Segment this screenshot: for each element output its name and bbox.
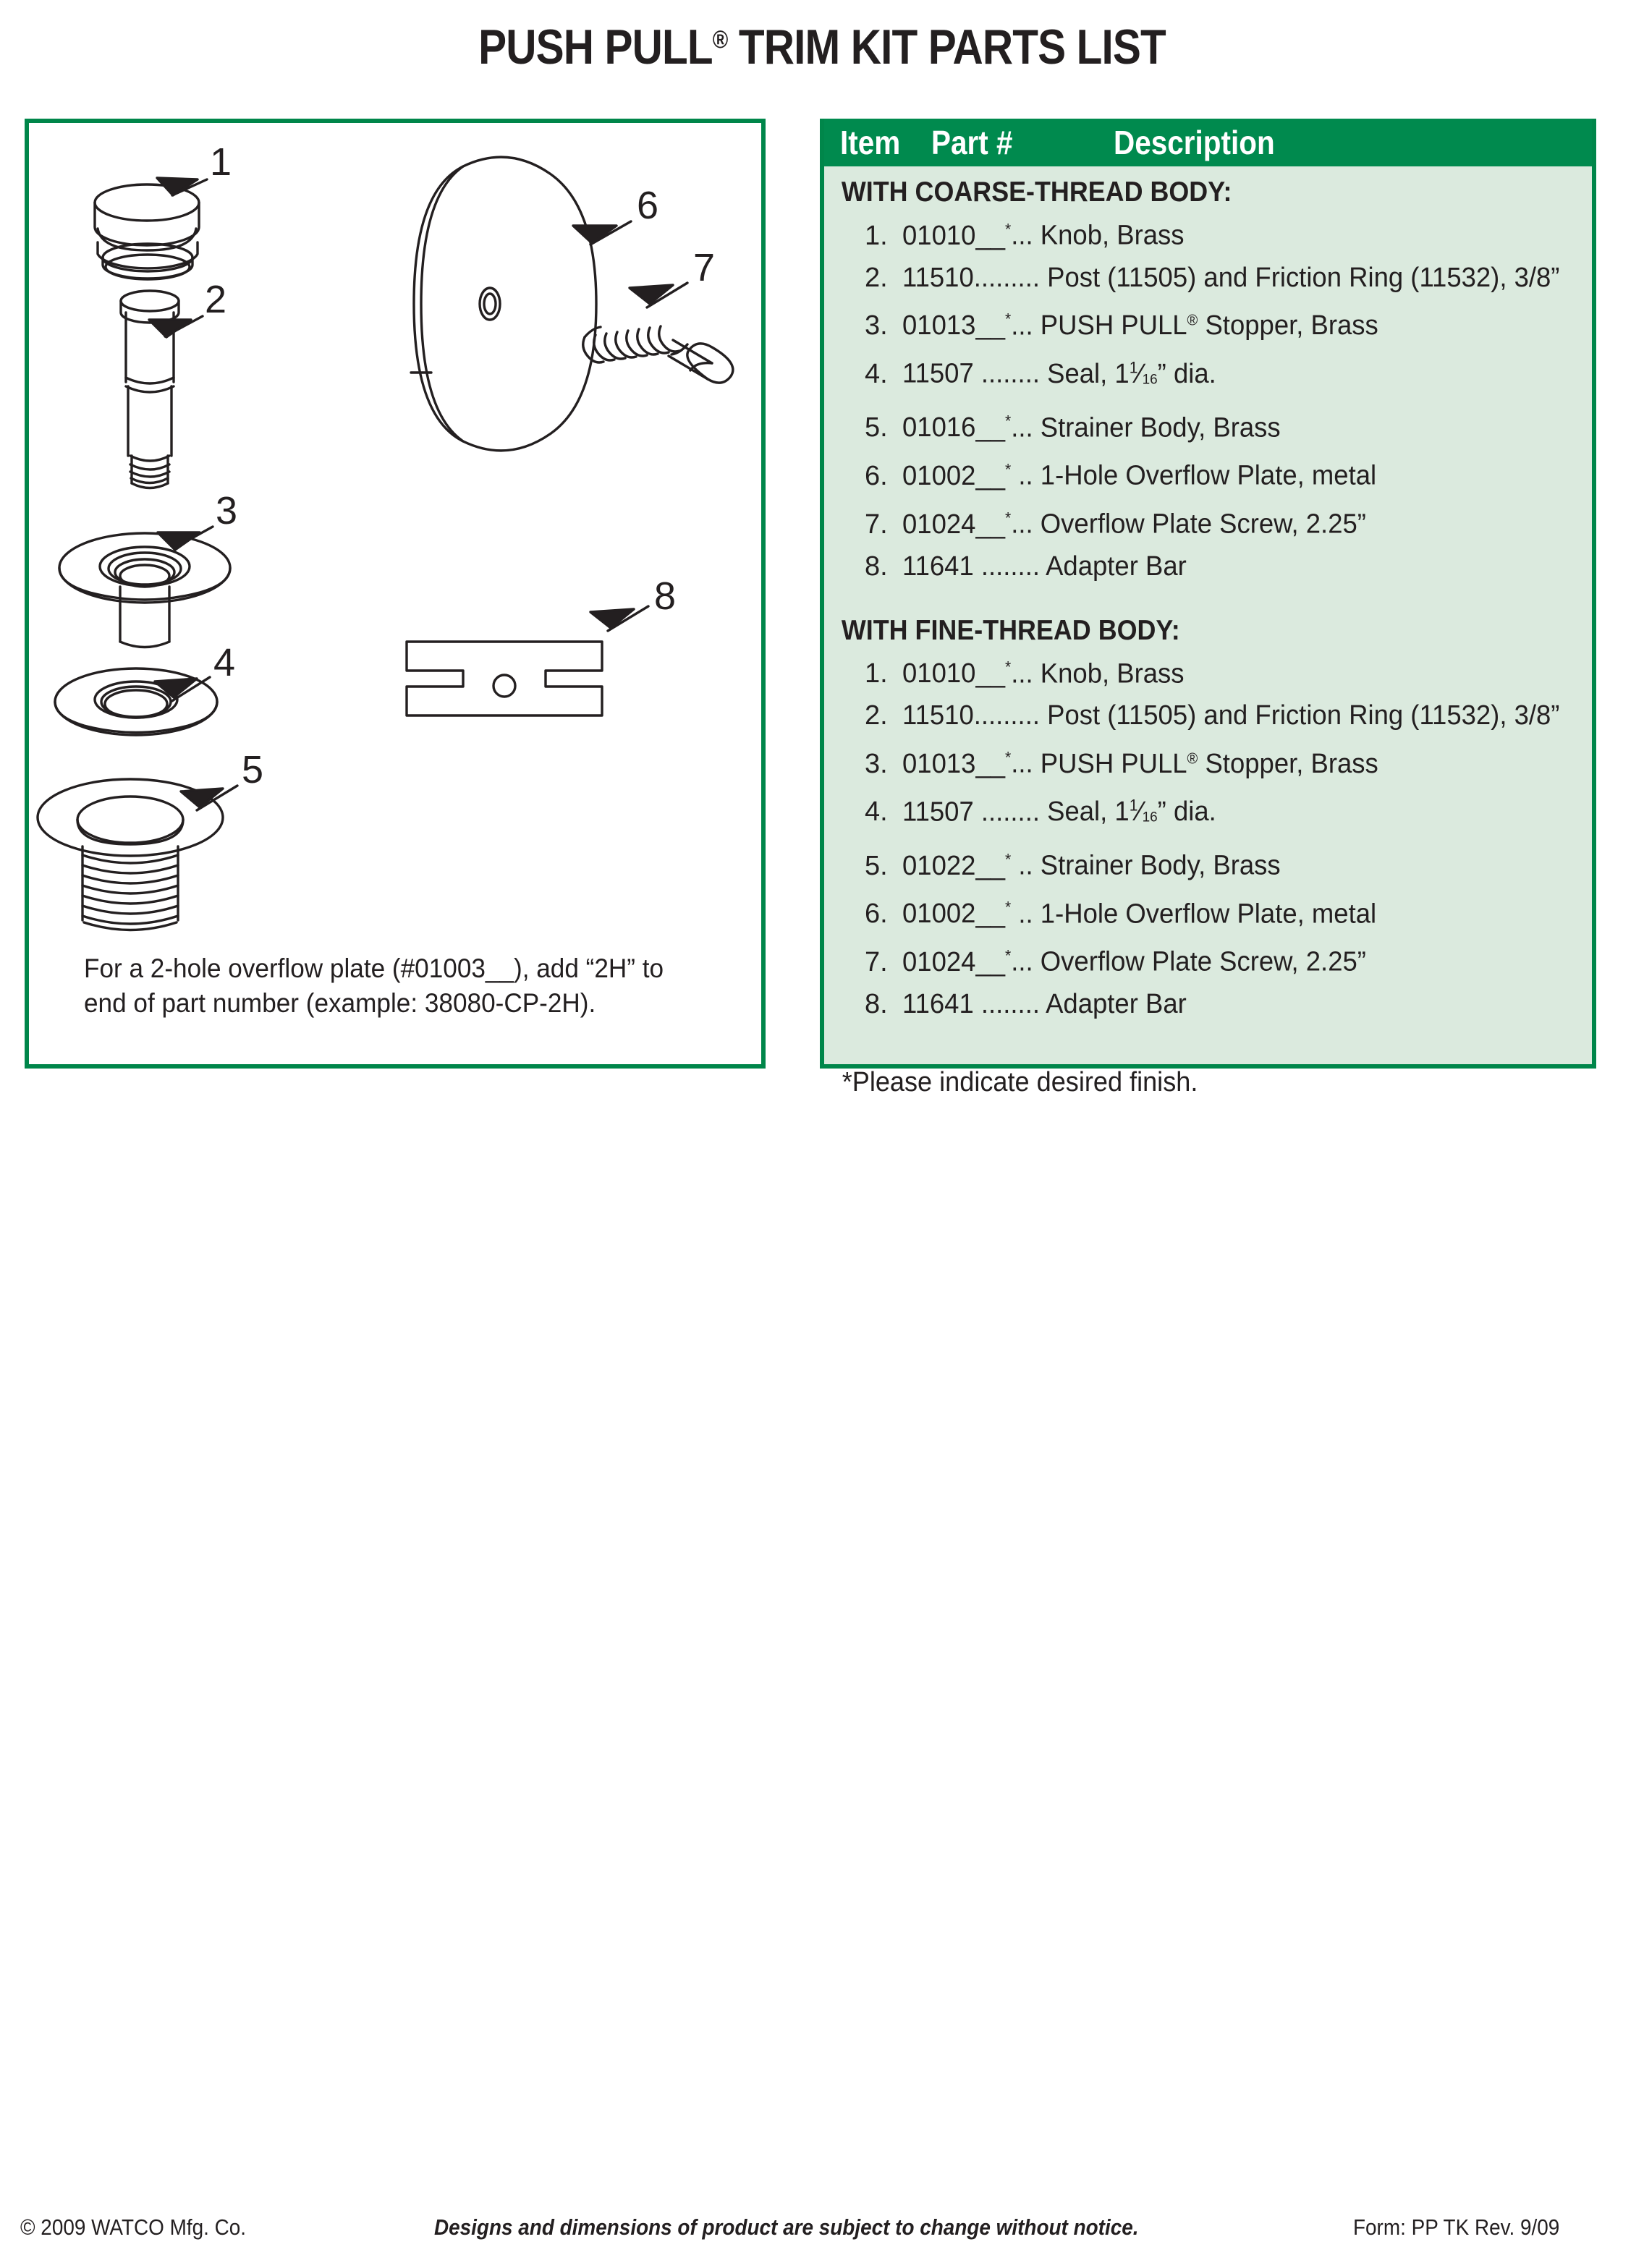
row-leader-dots: ...: [1011, 748, 1033, 779]
footer-copyright: © 2009 WATCO Mfg. Co.: [20, 2214, 247, 2240]
row-part-and-description: [902, 257, 1559, 299]
row-part-and-description: [902, 497, 1366, 545]
row-leader-dots: ...: [1011, 509, 1033, 540]
callout-label-2: 2: [205, 278, 227, 321]
parts-list-row: [824, 785, 1592, 838]
row-part-number: 01002__*: [902, 460, 1012, 491]
section-title-coarse-thread: WITH COARSE-THREAD BODY:: [841, 177, 1232, 208]
row-leader-dots: ...: [1011, 947, 1033, 978]
parts-list-row: [824, 545, 1592, 587]
row-leader-dots: ........: [973, 797, 1040, 828]
row-item-number: 5.: [865, 850, 888, 881]
parts-list-coarse-thread: [824, 208, 1592, 587]
callout-label-5: 5: [242, 748, 264, 791]
row-part-and-description: [902, 935, 1366, 983]
parts-list-row: [824, 983, 1592, 1025]
row-part-and-description: [902, 208, 1185, 257]
row-leader-dots: .........: [973, 262, 1040, 293]
row-leader-dots: ...: [1011, 412, 1033, 443]
page-title: [115, 19, 1529, 75]
finish-note: *Please indicate desired finish.: [842, 1067, 1198, 1098]
page-footer: [0, 2214, 1644, 2248]
row-description: Overflow Plate Screw, 2.25”: [1033, 947, 1366, 978]
diagram-part-stopper: [59, 533, 230, 647]
footer-disclaimer: Designs and dimensions of product are subject to change without notice.: [434, 2214, 1139, 2240]
parts-list-fine-thread: [824, 647, 1592, 1026]
parts-list-row: [824, 887, 1592, 935]
row-leader-dots: ........: [973, 989, 1040, 1020]
diagram-part-knob: [95, 184, 199, 279]
row-item-number: 3.: [865, 748, 888, 779]
exploded-parts-diagram: [29, 123, 761, 977]
row-part-number: 01013__*: [902, 310, 1012, 341]
row-description: Seal, $1^1⁄16$” dia.: [1039, 796, 1216, 828]
row-description: Adapter Bar: [1039, 989, 1187, 1020]
two-hole-overflow-note: For a 2-hole overflow plate (#01003__), add “2H” to end of part number (example: 38080-CP-2H).: [84, 954, 664, 1018]
row-part-and-description: [902, 736, 1378, 785]
footer-form-number: Form: PP TK Rev. 9/09: [1353, 2214, 1560, 2240]
row-item-number: 2.: [865, 700, 888, 731]
row-part-and-description: [902, 449, 1376, 497]
callout-label-1: 1: [210, 140, 232, 184]
diagram-part-overflow-plate-screw: [583, 326, 733, 383]
parts-table-header-row: [824, 119, 1592, 166]
parts-list-row: [824, 299, 1592, 347]
parts-list-row: [824, 497, 1592, 545]
row-description: Knob, Brass: [1033, 220, 1185, 251]
row-part-and-description: [902, 299, 1378, 347]
parts-list-row: [824, 208, 1592, 257]
callout-label-4: 4: [213, 641, 236, 684]
row-description: Strainer Body, Brass: [1033, 412, 1281, 443]
row-leader-dots: ..: [1011, 899, 1033, 930]
parts-list-panel: [820, 119, 1596, 1098]
callout-label-6: 6: [637, 184, 659, 227]
row-part-number: 01010__*: [902, 658, 1012, 689]
parts-list-row: [824, 647, 1592, 695]
callout-label-3: 3: [216, 489, 238, 532]
row-description: 1-Hole Overflow Plate, metal: [1033, 460, 1377, 491]
column-header-item: Item: [840, 124, 901, 161]
registered-trademark-icon: ®: [712, 26, 728, 54]
row-item-number: 7.: [865, 509, 888, 540]
row-description: 1-Hole Overflow Plate, metal: [1033, 899, 1377, 930]
row-item-number: 7.: [865, 947, 888, 978]
callout-label-8: 8: [654, 574, 677, 618]
row-part-number: 11510: [902, 700, 974, 731]
row-part-number: 11507: [902, 358, 974, 389]
row-description: PUSH PULL® Stopper, Brass: [1033, 310, 1378, 341]
row-item-number: 4.: [865, 797, 888, 828]
row-part-number: 11510: [902, 262, 974, 293]
row-part-number: 01024__*: [902, 946, 1012, 978]
row-leader-dots: ...: [1011, 310, 1033, 341]
parts-list-row: [824, 736, 1592, 785]
parts-list-row: [824, 838, 1592, 887]
row-part-and-description: [902, 838, 1281, 887]
row-description: Strainer Body, Brass: [1033, 850, 1281, 881]
row-item-number: 3.: [865, 310, 888, 341]
row-item-number: 2.: [865, 262, 888, 293]
row-part-number: 11507: [902, 797, 974, 828]
row-part-number: 11641: [902, 989, 974, 1020]
section-coarse-thread: [824, 177, 1592, 587]
row-part-number: 01010__*: [902, 220, 1012, 251]
row-part-and-description: [902, 347, 1216, 400]
page-title-post: TRIM KIT PARTS LIST: [727, 20, 1166, 75]
parts-list-row: [824, 257, 1592, 299]
parts-list-row: [824, 347, 1592, 400]
row-leader-dots: ...: [1011, 658, 1033, 689]
row-item-number: 6.: [865, 460, 888, 491]
row-description: Knob, Brass: [1033, 658, 1185, 689]
row-description: Post (11505) and Friction Ring (11532), 3/8”: [1039, 700, 1560, 731]
row-part-and-description: [902, 983, 1187, 1025]
parts-list-row: [824, 695, 1592, 736]
row-item-number: 6.: [865, 899, 888, 930]
row-leader-dots: ...: [1011, 220, 1033, 251]
page-title-pre: PUSH PULL: [478, 20, 713, 75]
row-item-number: 1.: [865, 658, 888, 689]
row-part-and-description: [902, 887, 1376, 935]
row-part-number: 01002__*: [902, 898, 1012, 930]
callout-label-7: 7: [693, 246, 716, 289]
diagram-part-adapter-bar: [407, 642, 602, 715]
row-part-and-description: [902, 545, 1187, 587]
section-fine-thread: [824, 615, 1592, 1026]
parts-list-row: [824, 401, 1592, 449]
row-part-and-description: [902, 401, 1281, 449]
column-header-description: Description: [1114, 124, 1275, 161]
row-description: Overflow Plate Screw, 2.25”: [1033, 509, 1366, 540]
row-part-number: 01016__*: [902, 412, 1012, 443]
parts-list-row: [824, 449, 1592, 497]
row-leader-dots: ..: [1011, 850, 1033, 881]
parts-list-row: [824, 935, 1592, 983]
row-description: Post (11505) and Friction Ring (11532), 3/8”: [1039, 262, 1560, 293]
exploded-diagram-panel: [25, 119, 766, 1069]
row-description: PUSH PULL® Stopper, Brass: [1033, 748, 1378, 779]
row-part-and-description: [902, 785, 1216, 838]
row-leader-dots: .........: [973, 700, 1040, 731]
diagram-part-overflow-plate: [411, 157, 596, 451]
section-title-fine-thread: WITH FINE-THREAD BODY:: [841, 614, 1180, 646]
row-part-number: 01024__*: [902, 508, 1012, 540]
row-part-number: 01013__*: [902, 748, 1012, 779]
row-leader-dots: ........: [973, 551, 1040, 582]
row-part-and-description: [902, 695, 1559, 736]
row-item-number: 5.: [865, 412, 888, 443]
row-description: Seal, $1^1⁄16$” dia.: [1039, 358, 1216, 389]
row-item-number: 8.: [865, 989, 888, 1020]
row-item-number: 4.: [865, 358, 888, 389]
row-part-and-description: [902, 647, 1185, 695]
row-part-number: 11641: [902, 551, 974, 582]
row-description: Adapter Bar: [1039, 551, 1187, 582]
row-leader-dots: ........: [973, 358, 1040, 389]
row-leader-dots: ..: [1011, 460, 1033, 491]
column-header-part-number: Part #: [931, 124, 1013, 161]
row-item-number: 8.: [865, 551, 888, 582]
row-part-number: 01022__*: [902, 850, 1012, 881]
row-item-number: 1.: [865, 220, 888, 251]
